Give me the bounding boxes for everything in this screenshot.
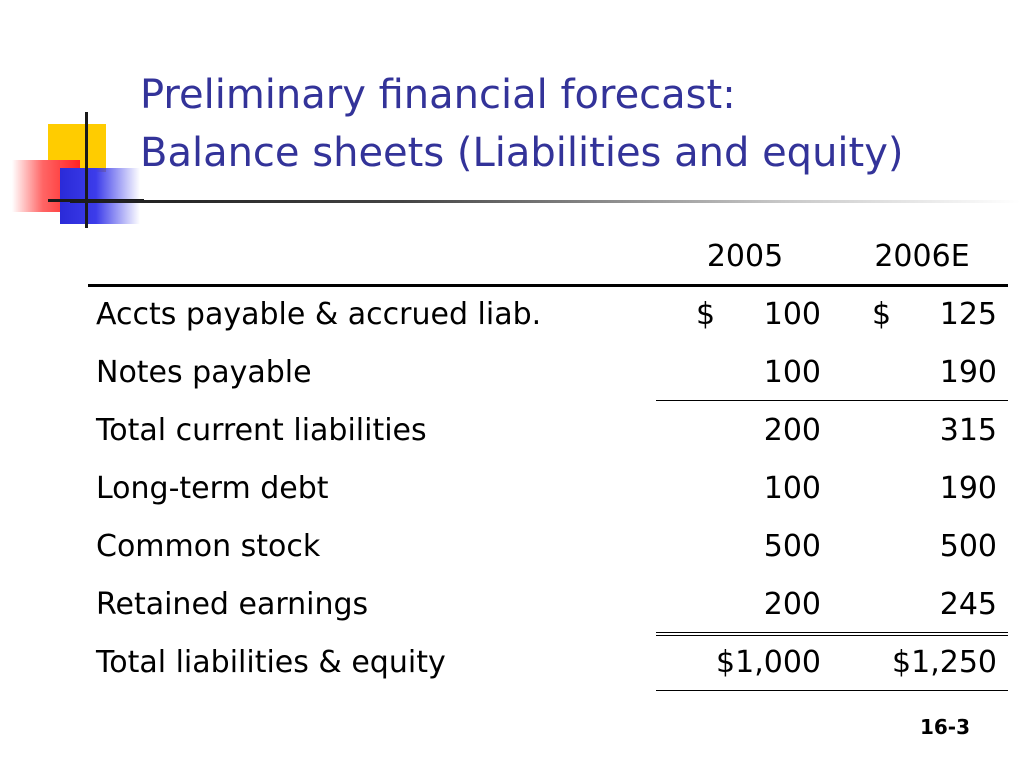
cell-value: 200 [763,587,821,622]
logo-vertical-line [85,112,88,228]
cell-2006e [832,576,997,634]
slide-number: 16-3 [919,715,970,739]
cell-value: 125 [939,297,997,332]
cell-2006e [832,634,997,692]
row-label: Long-term debt [96,471,329,506]
cell-value: 200 [763,413,821,448]
cell-value: 245 [939,587,997,622]
table-row [70,402,1010,460]
cell-value: 500 [939,529,997,564]
cell-2005 [656,518,821,576]
table-row [70,286,1010,344]
cell-2006e [832,286,997,344]
cell-2005 [656,344,821,402]
column-header-2005 [680,228,810,286]
cell-2005 [656,402,821,460]
row-label: Total liabilities & equity [96,645,446,680]
balance-sheet-table [70,228,1010,692]
cell-value: $1,250 [892,645,997,680]
cell-2005 [656,634,821,692]
slide-title-line-1: Preliminary financial forecast: [140,72,736,118]
currency-symbol: $ [696,297,716,332]
cell-2005 [656,286,821,344]
cell-value: $1,000 [716,645,821,680]
cell-2006e [832,460,997,518]
slide-title [140,66,904,182]
cell-2006e [832,402,997,460]
cell-value: 100 [763,297,821,332]
cell-value: 315 [939,413,997,448]
row-label: Notes payable [96,355,312,390]
column-header-2005-text: 2005 [706,239,784,274]
cell-2006e [832,344,997,402]
row-label: Accts payable & accrued liab. [96,297,542,332]
cell-value: 190 [939,471,997,506]
table-header-row [70,228,1010,286]
column-header-2006e [852,228,992,286]
cell-2006e [832,518,997,576]
slide-title-line-2: Balance sheets (Liabilities and equity) [140,130,904,176]
cell-value: 100 [763,355,821,390]
cell-value: 500 [763,529,821,564]
cell-value: 190 [939,355,997,390]
total-underline [656,690,1008,691]
table-row [70,344,1010,402]
row-label: Retained earnings [96,587,369,622]
cell-value: 100 [763,471,821,506]
table-row [70,518,1010,576]
cell-2005 [656,576,821,634]
table-row [70,576,1010,634]
row-label: Common stock [96,529,321,564]
table-row [70,460,1010,518]
logo-blue-square [60,168,140,224]
column-header-2006e-text: 2006E [874,239,970,274]
table-row [70,634,1010,692]
title-divider [70,200,1020,203]
row-label: Total current liabilities [96,413,427,448]
total-double-underline-top [656,632,1008,633]
subtotal-underline [656,400,1008,401]
currency-symbol: $ [872,297,892,332]
slide-logo [0,0,150,240]
cell-2005 [656,460,821,518]
